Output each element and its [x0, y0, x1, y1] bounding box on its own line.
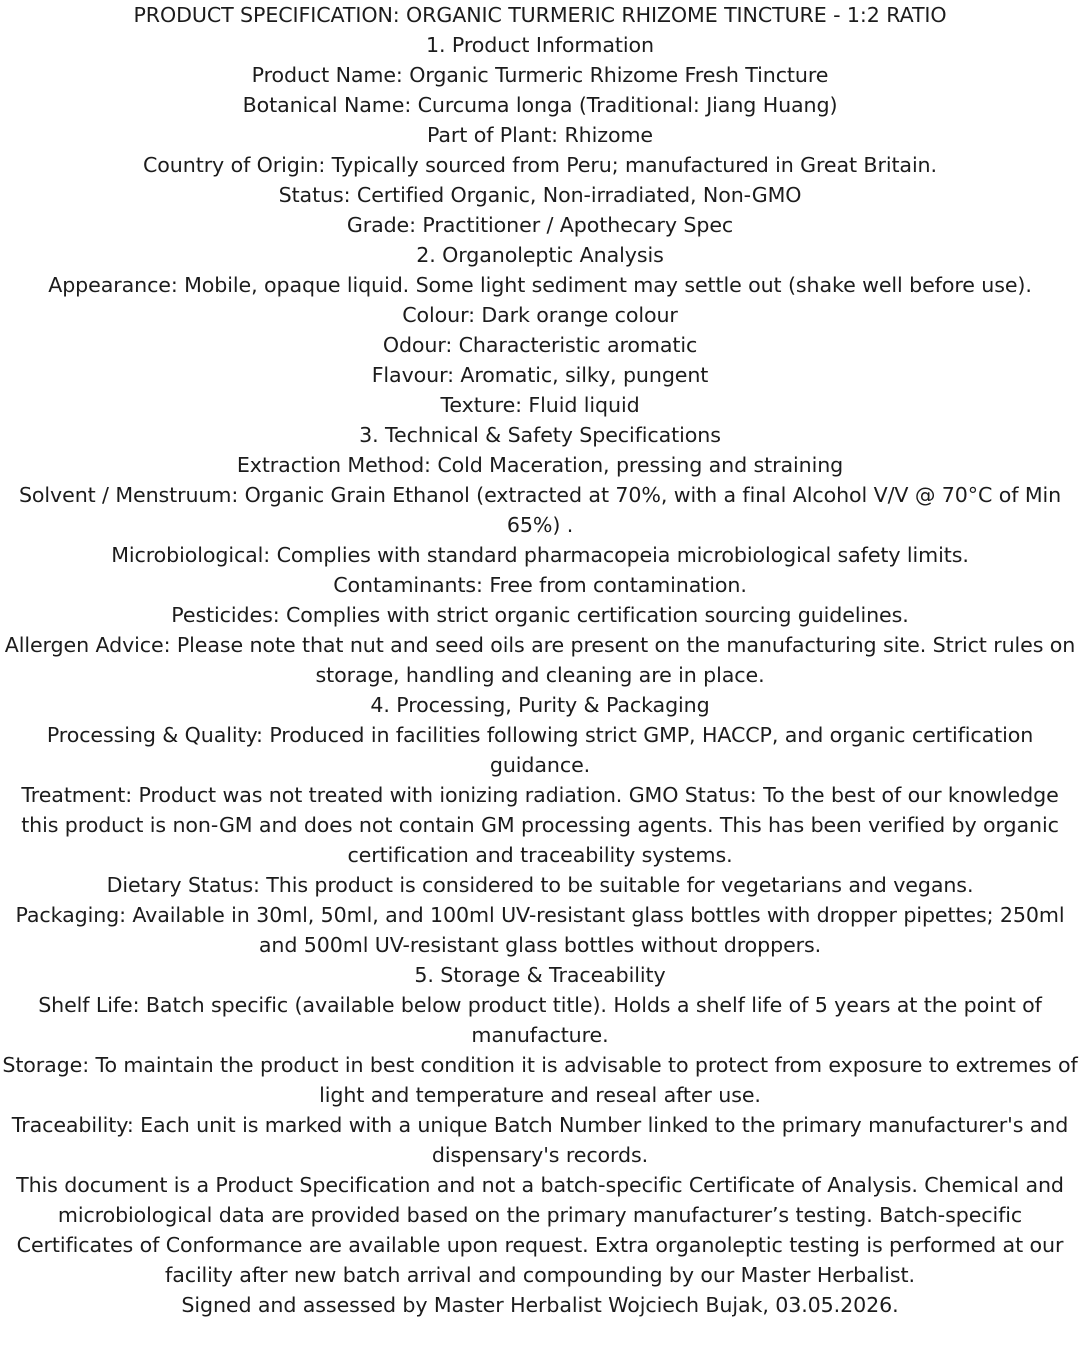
storage-line: Storage: To maintain the product in best condition it is advisable to protect from exposure to extremes of light and temperature and reseal after use. — [2, 1053, 1078, 1107]
contaminants-line: Contaminants: Free from contamination. — [333, 573, 747, 597]
section-heading-storage-traceability: 5. Storage & Traceability — [414, 963, 666, 987]
solvent-menstruum-line: Solvent / Menstruum: Organic Grain Ethanol (extracted at 70%, with a final Alcohol V/V @ 70°C of Min 65%) . — [18, 483, 1062, 537]
disclaimer-paragraph: This document is a Product Specification and not a batch-specific Certificate of Analysis. Chemical and microbiological data are provided based on the primary manufacturer’s testing. Batch-specific Certificates of Conformance are available upon request. Extra organoleptic testing is performed at our facility after new batch arrival and compounding by our Master Herbalist. — [16, 1173, 1064, 1287]
appearance-line: Appearance: Mobile, opaque liquid. Some light sediment may settle out (shake well before use). — [48, 273, 1032, 297]
document-title: PRODUCT SPECIFICATION: ORGANIC TURMERIC RHIZOME TINCTURE - 1:2 RATIO — [133, 3, 947, 27]
texture-line: Texture: Fluid liquid — [440, 393, 640, 417]
grade-line: Grade: Practitioner / Apothecary Spec — [346, 213, 734, 237]
pesticides-line: Pesticides: Complies with strict organic certification sourcing guidelines. — [171, 603, 909, 627]
country-of-origin-line: Country of Origin: Typically sourced from Peru; manufactured in Great Britain. — [143, 153, 937, 177]
shelf-life-line: Shelf Life: Batch specific (available below product title). Holds a shelf life of 5 years at the point of manufacture. — [38, 993, 1042, 1047]
traceability-line: Traceability: Each unit is marked with a unique Batch Number linked to the primary manufacturer's and dispensary's records. — [11, 1113, 1069, 1167]
microbiological-line: Microbiological: Complies with standard pharmacopeia microbiological safety limits. — [111, 543, 969, 567]
colour-line: Colour: Dark orange colour — [402, 303, 678, 327]
odour-line: Odour: Characteristic aromatic — [382, 333, 698, 357]
dietary-status-line: Dietary Status: This product is considered to be suitable for vegetarians and vegans. — [106, 873, 974, 897]
section-heading-technical-safety: 3. Technical & Safety Specifications — [359, 423, 721, 447]
status-line: Status: Certified Organic, Non-irradiated, Non-GMO — [278, 183, 802, 207]
section-heading-organoleptic-analysis: 2. Organoleptic Analysis — [416, 243, 664, 267]
botanical-name-line: Botanical Name: Curcuma longa (Traditional: Jiang Huang) — [242, 93, 838, 117]
allergen-advice-line: Allergen Advice: Please note that nut and seed oils are present on the manufacturing site. Strict rules on storage, handling and cleaning are in place. — [4, 633, 1076, 687]
product-name-line: Product Name: Organic Turmeric Rhizome Fresh Tincture — [251, 63, 829, 87]
extraction-method-line: Extraction Method: Cold Maceration, pressing and straining — [236, 453, 844, 477]
flavour-line: Flavour: Aromatic, silky, pungent — [371, 363, 709, 387]
signature-line: Signed and assessed by Master Herbalist Wojciech Bujak, 03.05.2026. — [181, 1293, 899, 1317]
section-heading-product-information: 1. Product Information — [426, 33, 654, 57]
section-heading-processing-purity-packaging: 4. Processing, Purity & Packaging — [370, 693, 710, 717]
processing-quality-line: Processing & Quality: Produced in facilities following strict GMP, HACCP, and organic certification guidance. — [46, 723, 1034, 777]
treatment-line: Treatment: Product was not treated with ionizing radiation. GMO Status: To the best of our knowledge this product is non-GM and does not contain GM processing agents. This has been verified by organic certification and traceability systems. — [21, 783, 1059, 867]
packaging-line: Packaging: Available in 30ml, 50ml, and 100ml UV-resistant glass bottles with dropper pipettes; 250ml and 500ml UV-resistant glass bottles without droppers. — [15, 903, 1065, 957]
part-of-plant-line: Part of Plant: Rhizome — [427, 123, 653, 147]
